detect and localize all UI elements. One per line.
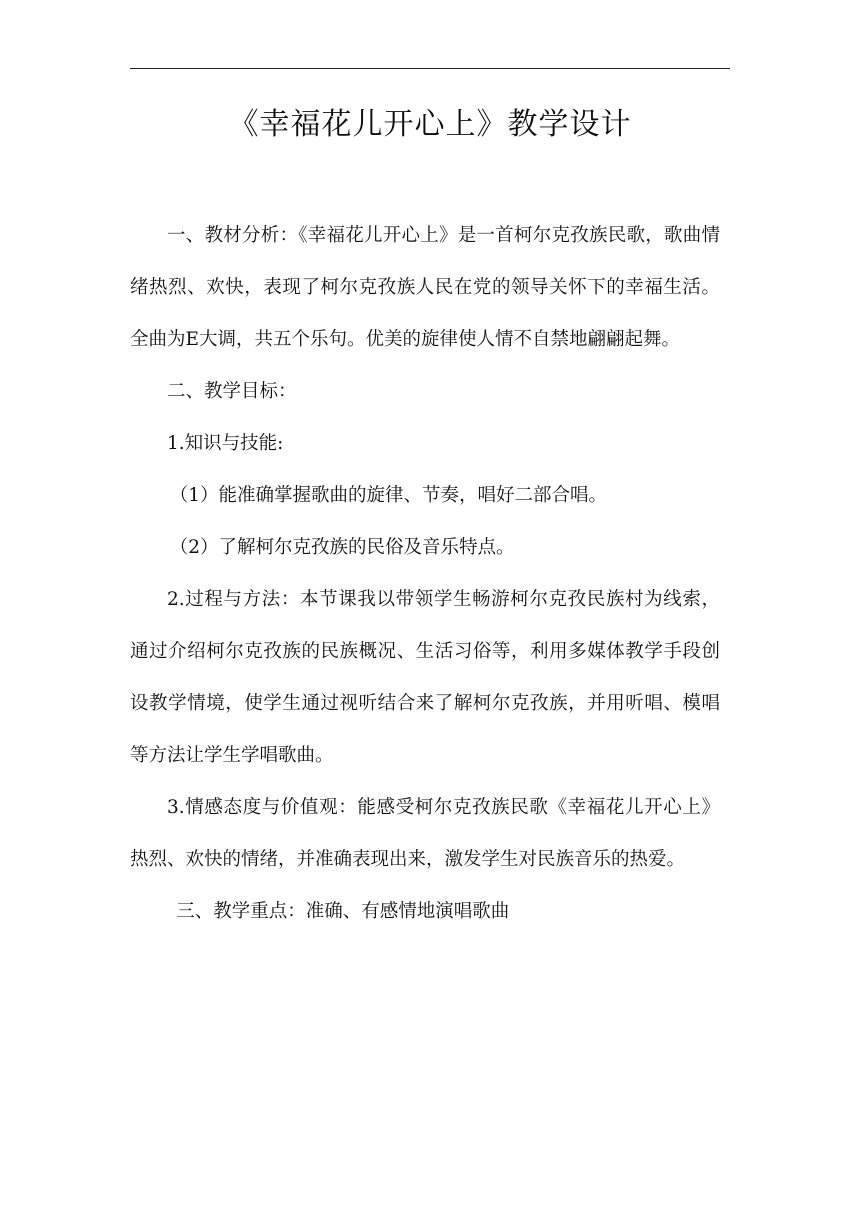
paragraph-objective-2: （2）了解柯尔克孜族的民俗及音乐特点。	[169, 537, 515, 558]
paragraph-teaching-objectives-heading: 二、教学目标：	[167, 381, 297, 402]
paragraph-emotional-values: 3.情感态度与价值观：能感受柯尔克孜族民歌《幸福花儿开心上》热烈、欢快的情绪，并准确表现出来，激发学生对民族音乐的热爱。	[130, 797, 720, 870]
paragraph-textbook-analysis: 一、教材分析：《幸福花儿开心上》是一首柯尔克孜族民歌，歌曲情绪热烈、欢快，表现了柯尔克孜族人民在党的领导关怀下的幸福生活。全曲为E大调，共五个乐句。优美的旋律使人情不自禁地翩翩起舞。	[130, 225, 720, 350]
document-body	[130, 210, 720, 938]
paragraph-process-methods: 2.过程与方法：本节课我以带领学生畅游柯尔克孜民族村为线索，通过介绍柯尔克孜族的民族概况、生活习俗等，利用多媒体教学手段创设教学情境，使学生通过视听结合来了解柯尔克孜族，并用听唱、模唱等方法让学生学唱歌曲。	[130, 589, 720, 766]
paragraph-teaching-focus: 三、教学重点：准确、有感情地演唱歌曲	[176, 901, 510, 922]
document-title: 《幸福花儿开心上》教学设计	[228, 107, 632, 142]
paragraph-objective-1: （1）能准确掌握歌曲的旋律、节奏，唱好二部合唱。	[169, 485, 608, 506]
paragraph-knowledge-skills: 1.知识与技能:	[167, 433, 284, 454]
header-rule	[130, 68, 730, 69]
